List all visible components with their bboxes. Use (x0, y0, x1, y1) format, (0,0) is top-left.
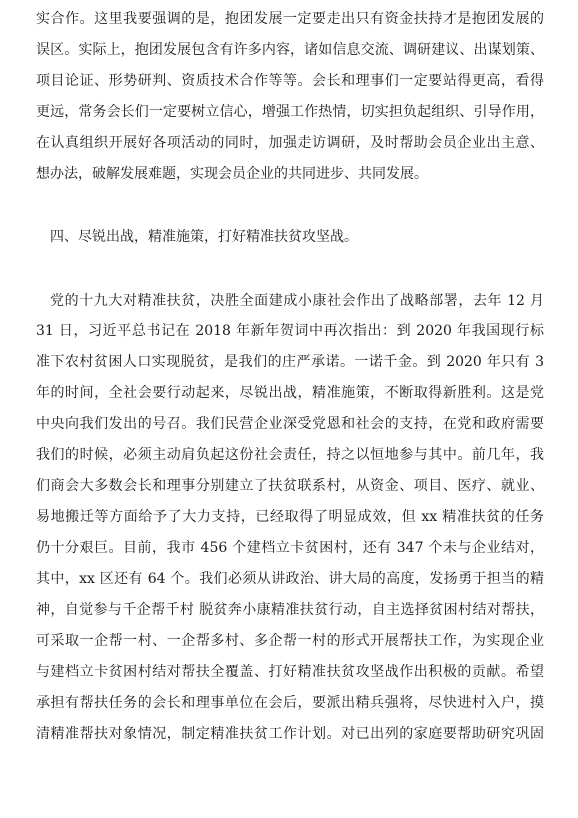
paragraph-1-line-4: 更远，常务会长们一定要树立信心，增强工作热情，切实担负起组织、引导作用， (36, 104, 544, 120)
paragraph-3-line-3: 准下农村贫困人口实现脱贫，是我们的庄严承诺。一诺千金。到 2020 年只有 3 (36, 354, 544, 370)
paragraph-1-line-2: 误区。实际上，抱团发展包含有许多内容，诸如信息交流、调研建议、出谋划策、 (36, 42, 544, 58)
paragraph-1-line-5: 在认真组织开展好各项活动的同时，加强走访调研，及时帮助会员企业出主意、 (36, 135, 544, 151)
paragraph-3-line-7: 们商会大多数会长和理事分别建立了扶贫联系村，从资金、项目、医疗、就业、 (36, 478, 544, 494)
paragraph-3-line-1: 党的十九大对精准扶贫，决胜全面建成小康社会作出了战略部署，去年 12 月 (50, 293, 544, 309)
paragraph-3-line-2: 31 日，习近平总书记在 2018 年新年贺词中再次指出：到 2020 年我国现行标 (36, 323, 544, 339)
paragraph-3-line-11: 神，自觉参与千企帮千村 脱贫奔小康精准扶贫行动，自主选择贫困村结对帮扶， (36, 602, 544, 618)
paragraph-3-line-8: 易地搬迁等方面给予了大力支持，已经取得了明显成效，但 xx 精准扶贫的任务 (36, 509, 544, 525)
paragraph-3-line-6: 我们的时候，必须主动肩负起这份社会责任，持之以恒地参与其中。前几年，我 (36, 447, 544, 463)
paragraph-1-line-1: 实合作。这里我要强调的是，抱团发展一定要走出只有资金扶持才是抱团发展的 (36, 11, 544, 27)
paragraph-3-line-5: 中央向我们发出的号召。我们民营企业深受党恩和社会的支持，在党和政府需要 (36, 416, 544, 432)
paragraph-3-line-4: 年的时间，全社会要行动起来，尽锐出战，精准施策，不断取得新胜利。这是党 (36, 385, 544, 401)
paragraph-3-line-15: 清精准帮扶对象情况，制定精准扶贫工作计划。对已出列的家庭要帮助研究巩固 (36, 726, 544, 742)
paragraph-1-line-3: 项目论证、形势研判、资质技术合作等等。会长和理事们一定要站得更高，看得 (36, 73, 544, 89)
paragraph-3-line-9: 仍十分艰巨。目前，我市 456 个建档立卡贫困村，还有 347 个未与企业结对， (36, 540, 544, 556)
paragraph-3-line-13: 与建档立卡贫困村结对帮扶全覆盖、打好精准扶贫攻坚战作出积极的贡献。希望 (36, 664, 544, 680)
section-heading: 四、尽锐出战，精准施策，打好精准扶贫攻坚战。 (50, 229, 358, 245)
paragraph-3-line-12: 可采取一企帮一村、一企帮多村、多企帮一村的形式开展帮扶工作，为实现企业 (36, 633, 544, 649)
paragraph-3-line-14: 承担有帮扶任务的会长和理事单位在会后，要派出精兵强将，尽快进村入户，摸 (36, 695, 544, 711)
paragraph-1-line-6: 想办法，破解发展难题，实现会员企业的共同进步、共同发展。 (36, 166, 428, 182)
paragraph-3-line-10: 其中，xx 区还有 64 个。我们必须从讲政治、讲大局的高度，发扬勇于担当的精 (36, 571, 544, 587)
